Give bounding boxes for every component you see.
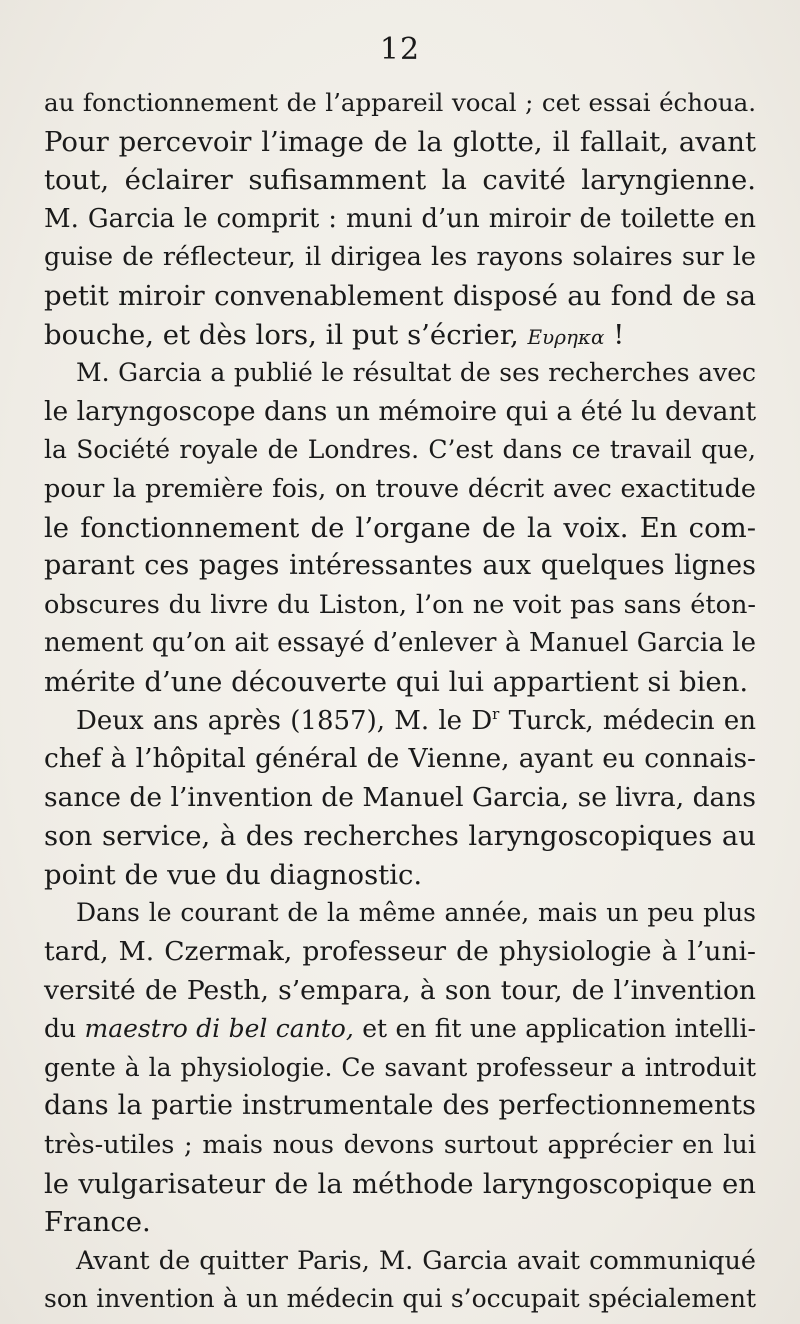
text-line: son invention à un médecin qui s’occupait spécialement	[44, 1284, 756, 1314]
text-line: petit miroir convenablement disposé au fond de sa	[44, 279, 756, 312]
text-line: M. Garcia le comprit : muni d’un miroir de toilette en	[44, 203, 756, 234]
text-line: le fonctionnement de l’organe de la voix. En com-	[44, 511, 756, 544]
text-segment: !	[604, 318, 625, 351]
text-line: versité de Pesth, s’empara, à son tour, de l’invention	[44, 974, 756, 1006]
greek-word: Ευρηκα	[527, 324, 605, 349]
text-line: au fonctionnement de l’appareil vocal ; cet essai échoua.	[44, 88, 756, 117]
text-line: gente à la physiologie. Ce savant professeur a introduit	[44, 1052, 756, 1082]
text-segment: du	[44, 1014, 85, 1044]
paragraph-first-line: Avant de quitter Paris, M. Garcia avait communiqué	[76, 1245, 756, 1276]
page-number: 12	[379, 32, 421, 67]
superscript: r	[492, 704, 500, 723]
paragraph-first-line: Dans le courant de la même année, mais un peu plus	[76, 898, 756, 928]
text-line: tard, M. Czermak, professeur de physiologie à l’uni-	[44, 936, 756, 968]
text-segment: bouche, et dès lors, il put s’écrier,	[44, 318, 528, 351]
text-line: point de vue du diagnostic.	[44, 858, 423, 891]
text-line: chef à l’hôpital général de Vienne, ayant eu connais-	[44, 743, 756, 775]
text-line	[44, 1010, 756, 1049]
text-line: pour la première fois, on trouve décrit avec exactitude	[44, 473, 756, 504]
paragraph-first-line: M. Garcia a publié le résultat de ses recherches avec	[76, 358, 756, 388]
text-line: le vulgarisateur de la méthode laryngoscopique en	[44, 1167, 756, 1200]
text-line: obscures du livre du Liston, l’on ne voit pas sans éton-	[44, 589, 756, 620]
text-segment: et en fit une application intelli-	[353, 1014, 756, 1044]
text-line: mérite d’une découverte qui lui appartient si bien.	[44, 665, 749, 698]
italic-phrase: maestro di bel canto,	[84, 1014, 354, 1044]
text-line: parant ces pages intéressantes aux quelques lignes	[44, 550, 756, 582]
text-line: très-utiles ; mais nous devons surtout apprécier en lui	[44, 1130, 756, 1161]
text-line: guise de réflecteur, il dirigea les rayons solaires sur le	[44, 242, 756, 273]
text-line: la Société royale de Londres. C’est dans ce travail que,	[44, 435, 756, 465]
text-segment: Deux ans après (1857), M. le D	[76, 705, 493, 736]
text-line: le laryngoscope dans un mémoire qui a été lu devant	[44, 395, 757, 427]
text-line: dans la partie instrumentale des perfectionnements	[44, 1090, 756, 1122]
text-line: sance de l’invention de Manuel Garcia, se livra, dans	[44, 781, 756, 813]
text-segment: Turck, médecin en	[499, 705, 757, 736]
body-text	[44, 84, 756, 1319]
text-line: France.	[44, 1206, 151, 1239]
text-line: Pour percevoir l’image de la glotte, il fallait, avant	[44, 125, 756, 158]
paragraph-first-line	[44, 702, 756, 741]
text-line: tout, éclairer sufisamment la cavité laryngienne.	[44, 164, 756, 197]
text-line: nement qu’on ait essayé d’enlever à Manuel Garcia le	[44, 628, 756, 659]
text-line: son service, à des recherches laryngoscopiques au	[44, 820, 756, 853]
text-line	[44, 316, 756, 355]
